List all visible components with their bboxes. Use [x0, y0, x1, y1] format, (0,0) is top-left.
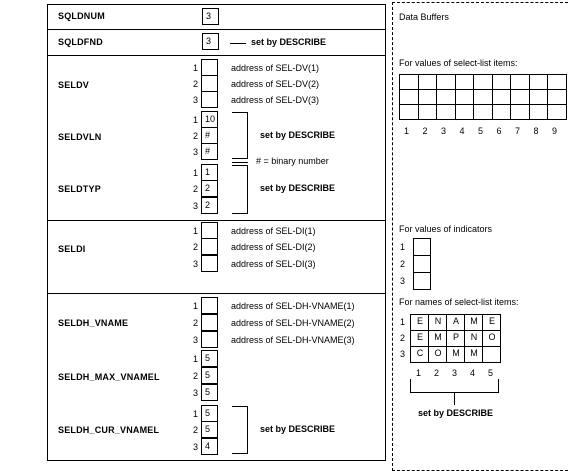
column-label: 1	[416, 368, 422, 378]
buffer-cell	[399, 74, 419, 90]
buffer-cell	[455, 104, 475, 120]
seldvln-index: 3	[192, 147, 198, 157]
row-label: 1	[400, 242, 406, 252]
connector-line	[230, 43, 246, 44]
buffer-cell	[510, 74, 530, 90]
bracket	[232, 165, 248, 214]
divider	[47, 29, 386, 30]
buffer-cell	[436, 74, 456, 90]
seldi-address: address of SEL-DI(1)	[231, 226, 316, 236]
buffer-cell	[529, 74, 549, 90]
seldtyp-note: set by DESCRIBE	[260, 183, 336, 193]
seldvln-index: 2	[192, 131, 198, 141]
bracket	[232, 112, 248, 159]
seldh-vname-slot	[201, 314, 218, 331]
sqldnum-value: 3	[202, 8, 219, 25]
data-buffers-panel	[392, 2, 568, 471]
seldh-vname-address: address of SEL-DH-VNAME(2)	[231, 318, 355, 328]
column-label: 7	[515, 126, 521, 136]
seldh-max-vnamel-index: 1	[192, 354, 198, 364]
sqldfnd-value: 3	[202, 33, 219, 50]
seldtyp-value: 1	[201, 164, 218, 181]
seldvln-note: set by DESCRIBE	[260, 130, 336, 140]
seldtyp-value: 2	[201, 180, 218, 197]
seldh-cur-vnamel-index: 1	[192, 409, 198, 419]
buffer-cell	[529, 89, 549, 105]
name-letter: N	[470, 332, 478, 342]
seldvln-index: 1	[192, 115, 198, 125]
name-letter: M	[470, 316, 478, 326]
buffer-cell	[455, 74, 475, 90]
seldh-vname-index: 2	[192, 318, 198, 328]
seldv-index: 3	[192, 95, 198, 105]
seldh-cur-vnamel-index: 3	[192, 442, 198, 452]
buffer-cell	[418, 74, 438, 90]
buffer-cell	[492, 104, 512, 120]
column-label: 3	[452, 368, 458, 378]
seldi-index: 1	[192, 226, 198, 236]
row-label: 2	[400, 259, 406, 269]
connector-line	[232, 162, 248, 163]
row-label: 2	[400, 333, 406, 343]
seldh-vname-slot	[201, 331, 218, 348]
seldv-address: address of SEL-DV(1)	[231, 63, 320, 73]
indicator-cell	[413, 272, 431, 290]
name-letter: A	[452, 316, 459, 326]
column-label: 1	[404, 126, 410, 136]
seldvln-value: #	[201, 143, 218, 160]
buffer-cell	[399, 104, 419, 120]
seldtyp-label: SELDTYP	[58, 184, 101, 194]
buffer-cell	[418, 89, 438, 105]
buffer-cell	[492, 74, 512, 90]
bracket	[410, 379, 499, 393]
name-letter: O	[434, 348, 442, 358]
buffer-cell	[418, 104, 438, 120]
seldh-cur-vnamel-note: set by DESCRIBE	[260, 424, 336, 434]
seldi-slot	[201, 255, 218, 272]
sqldfnd-note: set by DESCRIBE	[251, 37, 327, 47]
seldh-vname-index: 1	[192, 301, 198, 311]
seldh-max-vnamel-index: 3	[192, 388, 198, 398]
names-note: set by DESCRIBE	[418, 408, 494, 418]
buffer-cell	[547, 89, 567, 105]
seldh-cur-vnamel-label: SELDH_CUR_VNAMEL	[58, 425, 160, 435]
buffer-cell	[399, 89, 419, 105]
seldh-vname-address: address of SEL-DH-VNAME(3)	[231, 335, 355, 345]
column-label: 9	[552, 126, 558, 136]
column-label: 6	[496, 126, 502, 136]
seldvln-value: #	[201, 127, 218, 144]
seldh-max-vnamel-value: 5	[201, 367, 218, 384]
seldi-index: 3	[192, 259, 198, 269]
seldi-label: SELDI	[58, 244, 86, 254]
column-label: 2	[422, 126, 428, 136]
buffer-cell	[547, 104, 567, 120]
seldvln-footnote: # = binary number	[256, 156, 329, 166]
seldv-label: SELDV	[58, 80, 90, 90]
indicator-cell	[413, 238, 431, 256]
seldh-vname-label: SELDH_VNAME	[58, 318, 129, 328]
seldh-max-vnamel-value: 5	[201, 350, 218, 367]
indicators-caption: For values of indicators	[399, 224, 493, 234]
seldh-max-vnamel-value: 5	[201, 384, 218, 401]
buffer-cell	[473, 104, 493, 120]
column-label: 5	[488, 368, 494, 378]
row-label: 1	[400, 317, 406, 327]
name-letter: C	[416, 348, 424, 358]
name-letter: M	[452, 348, 460, 358]
column-label: 4	[470, 368, 476, 378]
column-label: 4	[459, 126, 465, 136]
select-list-caption: For values of select-list items:	[399, 58, 518, 68]
row-label: 3	[400, 276, 406, 286]
seldv-slot	[201, 59, 218, 76]
seldv-index: 1	[192, 63, 198, 73]
sqldnum-label: SQLDNUM	[58, 11, 105, 21]
buffer-cell	[510, 104, 530, 120]
buffer-cell	[436, 104, 456, 120]
connector-line	[454, 393, 455, 405]
buffer-cell	[455, 89, 475, 105]
seldh-cur-vnamel-value: 5	[201, 421, 218, 438]
seldtyp-index: 3	[192, 201, 198, 211]
seldi-slot	[201, 222, 218, 239]
bracket	[232, 406, 248, 454]
buffer-cell	[473, 74, 493, 90]
seldtyp-index: 1	[192, 168, 198, 178]
name-letter: E	[488, 316, 495, 326]
seldtyp-index: 2	[192, 184, 198, 194]
indicator-cell	[413, 255, 431, 273]
sqldfnd-label: SQLDFND	[58, 37, 103, 47]
seldh-max-vnamel-index: 2	[192, 371, 198, 381]
seldv-index: 2	[192, 79, 198, 89]
divider	[47, 55, 386, 56]
seldh-vname-slot	[201, 297, 218, 314]
name-letter: O	[488, 332, 496, 342]
name-letter: E	[416, 332, 423, 342]
seldv-slot	[201, 75, 218, 92]
seldh-vname-index: 3	[192, 335, 198, 345]
column-label: 5	[478, 126, 484, 136]
seldi-address: address of SEL-DI(3)	[231, 259, 316, 269]
name-letter: N	[434, 316, 442, 326]
name-letter: P	[452, 332, 459, 342]
column-label: 2	[434, 368, 440, 378]
divider	[47, 293, 386, 294]
seldtyp-value: 2	[201, 197, 218, 214]
seldvln-label: SELDVLN	[58, 132, 102, 142]
buffer-cell	[529, 104, 549, 120]
seldh-cur-vnamel-value: 4	[201, 438, 218, 455]
seldv-address: address of SEL-DV(3)	[231, 95, 320, 105]
seldi-address: address of SEL-DI(2)	[231, 242, 316, 252]
buffer-cell	[510, 89, 530, 105]
name-letter: M	[470, 348, 478, 358]
seldh-vname-address: address of SEL-DH-VNAME(1)	[231, 301, 355, 311]
buffer-cell	[436, 89, 456, 105]
name-letter: M	[434, 332, 442, 342]
data-buffers-title: Data Buffers	[399, 12, 449, 22]
column-label: 8	[533, 126, 539, 136]
seldv-address: address of SEL-DV(2)	[231, 79, 320, 89]
seldi-slot	[201, 238, 218, 255]
row-label: 3	[400, 349, 406, 359]
buffer-cell	[473, 89, 493, 105]
name-letter: E	[416, 316, 423, 326]
divider	[47, 220, 386, 221]
buffer-cell	[492, 89, 512, 105]
seldh-cur-vnamel-value: 5	[201, 405, 218, 422]
name-cell	[482, 346, 501, 363]
seldh-max-vnamel-label: SELDH_MAX_VNAMEL	[58, 372, 160, 382]
seldvln-value: 10	[201, 111, 218, 128]
names-caption: For names of select-list items:	[399, 297, 519, 307]
seldv-slot	[201, 91, 218, 108]
column-label: 3	[441, 126, 447, 136]
buffer-cell	[547, 74, 567, 90]
seldh-cur-vnamel-index: 2	[192, 425, 198, 435]
seldi-index: 2	[192, 242, 198, 252]
